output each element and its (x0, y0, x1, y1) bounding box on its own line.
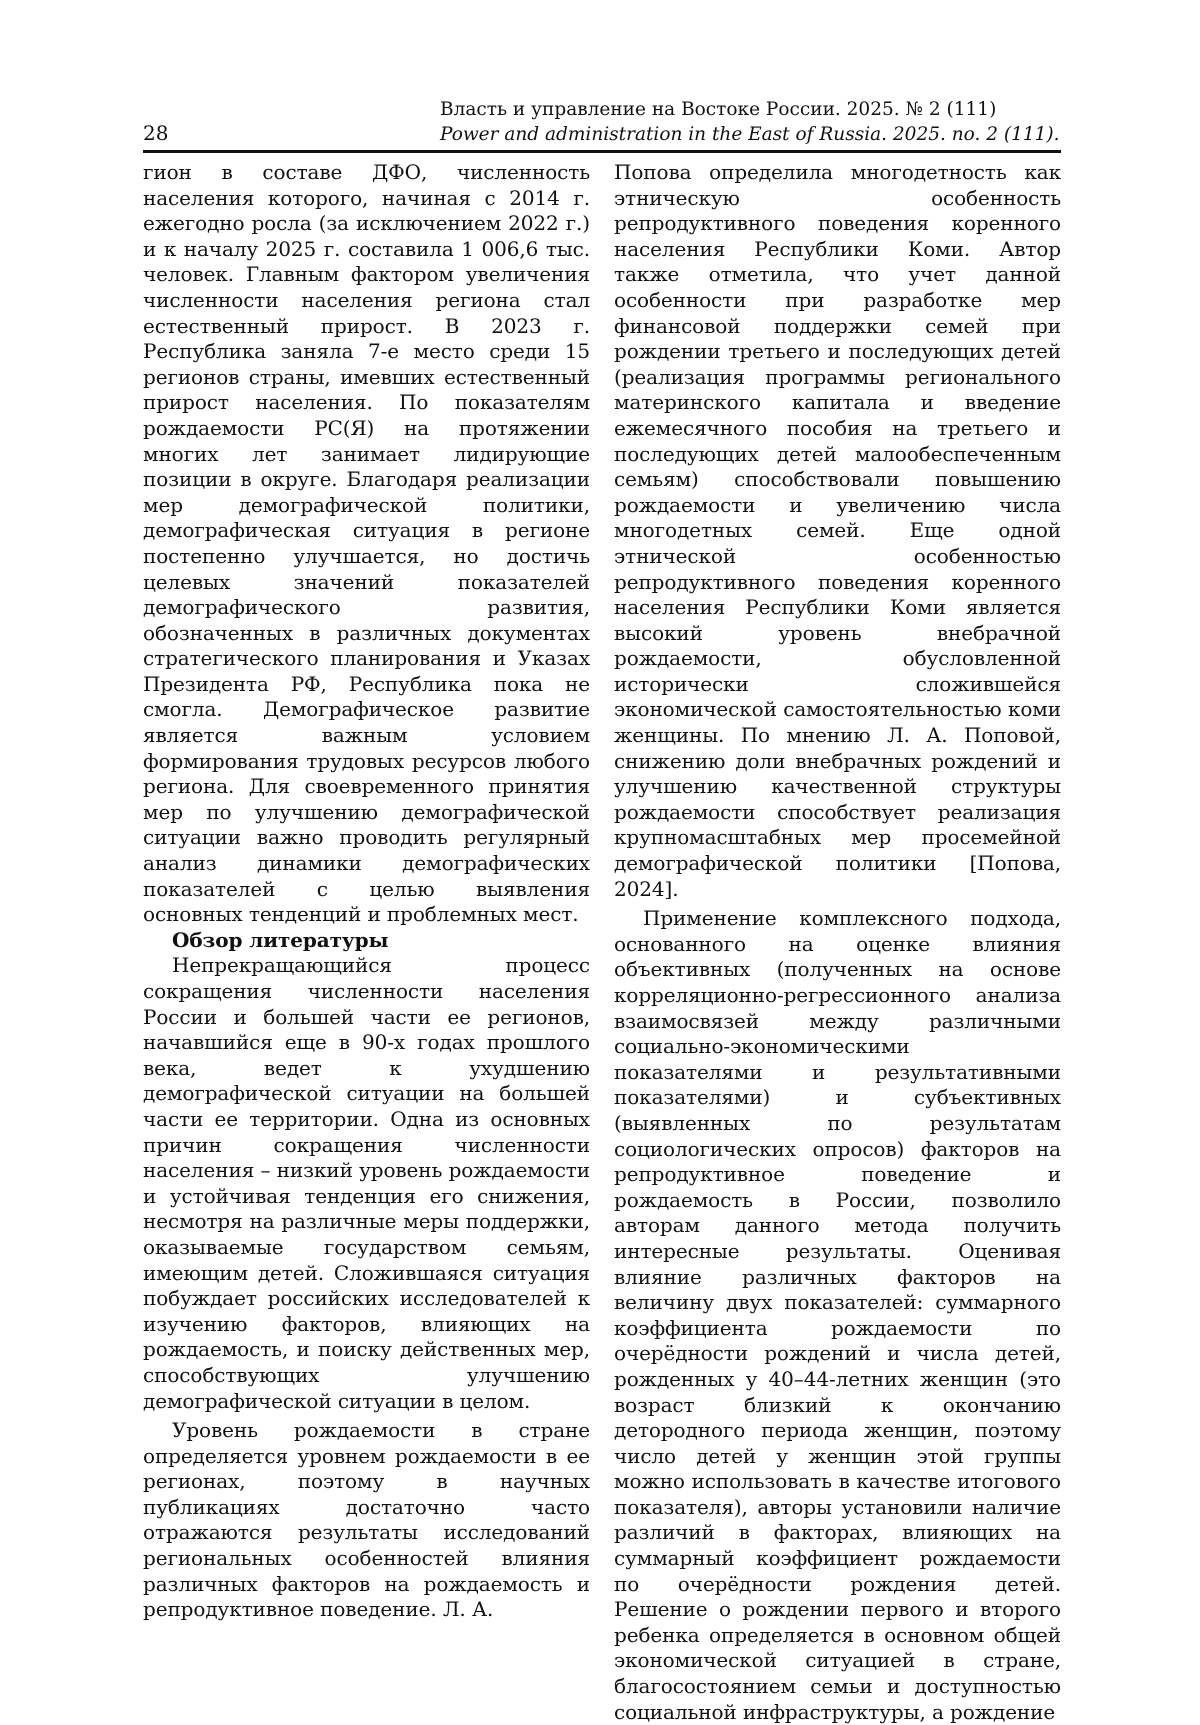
paragraph: Попова определила многодетность как этническую особенность репродуктивного поведения коренного населения Республики Коми. Автор также отметила, что учет данной особенности при разработке мер финансовой поддержки семей при рождении третьего и последующих детей (реализация программы регионального материнского капитала и введение ежемесячного пособия на третьего и последующих детей малообеспеченным семьям) способствовали повышению рождаемости и увеличению числа многодетных семей. Еще одной этнической особенностью репродуктивного поведения коренного населения Республики Коми является высокий уровень внебрачной рождаемости, обусловленной исторически сложившейся экономической самостоятельностью коми женщины. По мнению Л. А. Поповой, снижению доли внебрачных рождений и улучшению качественной структуры рождаемости способствует реализация крупномасштабных мер просемейной демографической политики [Попова, 2024]. (614, 160, 1061, 901)
paragraph: гион в составе ДФО, численность населения которого, начиная с 2014 г. ежегодно росла (за исключением 2022 г.) и к началу 2025 г. составила 1 006,6 тыс. человек. Главным фактором увеличения численности населения региона стал естественный прирост. В 2023 г. Республика заняла 7-е место среди 15 регионов страны, имевших естественный прирост населения. По показателям рождаемости РС(Я) на протяжении многих лет занимает лидирующие позиции в округе. Благодаря реализации мер демографической политики, демографическая ситуация в регионе постепенно улучшается, но достичь целевых значений показателей демографического развития, обозначенных в различных документах стратегического планирования и Указах Президента РФ, Республика пока не смогла. Демографическое развитие является важным условием формирования трудовых ресурсов любого региона. Для своевременного принятия мер по улучшению демографической ситуации важно проводить регулярный анализ динамики демографических показателей с целью выявления основных тенденций и проблемных мест. (143, 160, 590, 927)
right-column (614, 160, 1061, 1725)
paragraph: Непрекращающийся процесс сокращения численности населения России и большей части ее регионов, начавшийся еще в 90-х годах прошлого века, ведет к ухудшению демографической ситуации на большей части ее территории. Одна из основных причин сокращения численности населения – низкий уровень рождаемости и устойчивая тенденция его снижения, несмотря на различные меры поддержки, оказываемые государством семьям, имеющим детей. Сложившаяся ситуация побуждает российских исследователей к изучению факторов, влияющих на рождаемость, и поиску действенных мер, способствующих улучшению демографической ситуации в целом. (143, 953, 590, 1413)
page-number: 28 (143, 121, 169, 145)
header-rule (143, 150, 1061, 153)
section-heading: Обзор литературы (172, 927, 389, 952)
running-header (440, 97, 1060, 147)
paragraph: Уровень рождаемости в стране определяется уровнем рождаемости в ее регионах, поэтому в научных публикациях достаточно часто отражаются результаты исследований региональных особенностей влияния различных факторов на рождаемость и репродуктивное поведение. Л. А. (143, 1418, 590, 1622)
paragraph: Применение комплексного подхода, основанного на оценке влияния объективных (полученных на основе корреляционно-регрессионного анализа взаимосвязей между различными социально-экономическими показателями и результативными показателями) и субъективных (выявленных по результатам социологических опросов) факторов на репродуктивное поведение и рождаемость в России, позволило авторам данного метода получить интересные результаты. Оценивая влияние различных факторов на величину двух показателей: суммарного коэффициента рождаемости по очерёдности рождений и числа детей, рожденных у 40–44-летних женщин (это возраст близкий к окончанию детородного периода женщин, поэтому число детей у женщин этой группы можно использовать в качестве итогового показателя), авторы установили наличие различий в факторах, влияющих на суммарный коэффициент рождаемости по очерёдности рождения детей. Решение о рождении первого и второго ребенка определяется в основном общей экономической ситуацией в стране, благосостоянием семьи и доступностью социальной инфраструктуры, а рождение (614, 906, 1061, 1724)
journal-title-en: Power and administration in the East of Russia. 2025. no. 2 (111). (440, 124, 1060, 145)
journal-title-ru: Власть и управление на Востоке России. 2025. № 2 (111) (440, 99, 997, 120)
left-column (143, 160, 590, 1623)
